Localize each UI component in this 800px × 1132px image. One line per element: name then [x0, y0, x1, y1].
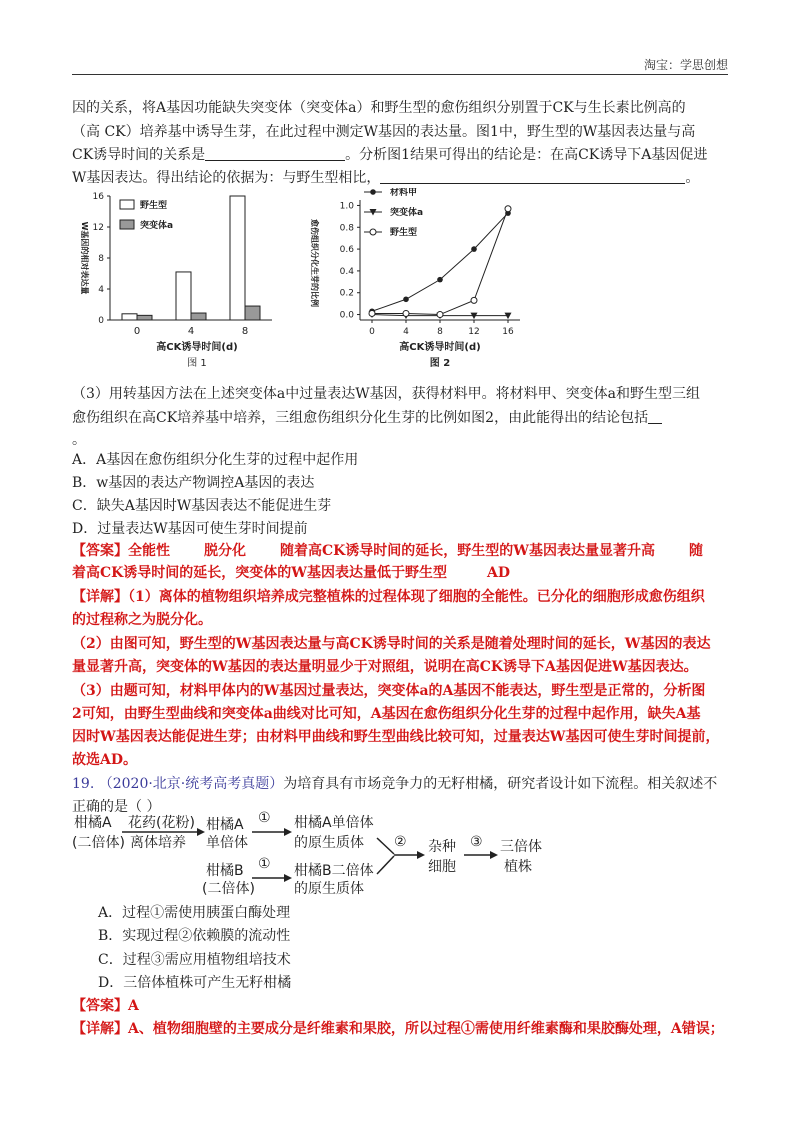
- detail-2-line-1: 【详解】A、植物细胞壁的主要成分是纤维素和果胶，所以过程①需使用纤维素酶和果胶酶处理，A错误；: [72, 1021, 724, 1037]
- legend-label: 野生型: [390, 228, 418, 238]
- answer-blank: [205, 146, 345, 161]
- detail-1-line-1: 【详解】（1）离体的植物组织培养成完整植株的过程体现了细胞的全能性。已分化的细胞形成愈伤组织: [72, 589, 705, 605]
- answer-blank: [648, 409, 662, 424]
- y-tick-label: 16: [92, 192, 104, 202]
- y-tick-label: 0.0: [339, 310, 354, 321]
- intro-line-3a: CK诱导时间的关系是: [72, 147, 206, 163]
- q3-line-1: （3）用转基因方法在上述突变体a中过量表达W基因，获得材料甲。将材料甲、突变体a和野生型三组: [72, 386, 700, 402]
- q3-option-a: A．A基因在愈伤组织分化生芽的过程中起作用: [72, 452, 359, 468]
- answer-item: 着高CK诱导时间的延长，突变体的W基因表达量低于野生型: [72, 565, 448, 581]
- q3-option-b: B．w基因的表达产物调控A基因的表达: [72, 475, 315, 491]
- x-axis-label: 高CK诱导时间(d): [399, 342, 481, 353]
- q3-option-c: C．缺失A基因时W基因表达不能促进生芽: [72, 498, 332, 514]
- intro-line-1: 因的关系，将A基因功能缺失突变体（突变体a）和野生型的愈伤组织分别置于CK与生长素比例高的: [72, 100, 686, 116]
- bar-野生型: [176, 272, 191, 320]
- protoplast-a-label: 柑橘A单倍体: [294, 815, 374, 831]
- hybrid-cell-sub: 细胞: [428, 859, 456, 875]
- figure-2-line-chart: [300, 188, 540, 378]
- q3-line-2: [72, 408, 732, 428]
- figure-caption: 图 1: [187, 358, 207, 369]
- q19-number: 19.: [72, 776, 95, 792]
- x-tick-label: 0: [369, 327, 375, 337]
- answer-item: 脱分化: [204, 543, 246, 559]
- q19-stem: 为培育具有市场竞争力的无籽柑橘，研究者设计如下流程。相关叙述不: [283, 776, 718, 792]
- figure-caption: 图 2: [429, 358, 451, 369]
- point-野生型: [437, 312, 443, 318]
- protoplast-b-label: 柑橘B二倍体: [294, 863, 374, 879]
- step-1-mark-b: ①: [258, 856, 271, 872]
- answer-1-line-2: [72, 563, 732, 583]
- citrus-b-label: 柑橘B: [206, 863, 244, 879]
- y-axis-label: 愈伤组织分化生芽的比例: [310, 219, 319, 307]
- intro-line-3: [72, 145, 732, 165]
- detail-1-line-4: 量显著升高，突变体的W基因的表达量明显少于对照组，说明在高CK诱导下A基因促进W基因表达。: [72, 659, 698, 675]
- triploid-label: 三倍体: [500, 839, 542, 855]
- header-divider: [72, 74, 728, 75]
- point-材料甲: [437, 277, 443, 283]
- y-tick-label: 0.8: [339, 223, 354, 234]
- protoplast-a-sub: 的原生质体: [294, 835, 364, 851]
- q3-option-d: D．过量表达W基因可使生芽时间提前: [72, 521, 308, 537]
- y-tick-label: 0.4: [339, 266, 354, 277]
- detail-1-line-8: 故选AD。: [72, 752, 138, 768]
- y-tick-label: 0.6: [339, 245, 354, 256]
- x-tick-label: 8: [437, 327, 443, 337]
- intro-line-3b: 。分析图1结果可得出的结论是：在高CK诱导下A基因促进: [345, 147, 708, 163]
- answer-item: 全能性: [128, 543, 170, 559]
- intro-line-4: [72, 168, 732, 188]
- answer-label: 【答案】: [72, 543, 128, 559]
- legend-swatch: [120, 220, 134, 229]
- detail-1-line-5: （3）由题可知，材料甲体内的W基因过量表达，突变体a的A基因不能表达，野生型是正常的，分析图: [72, 683, 706, 699]
- citrus-b-diploid: (二倍体): [202, 881, 255, 897]
- answer-1-line-1: [72, 541, 732, 561]
- legend-label: 突变体a: [140, 221, 174, 231]
- q19-flow-diagram: [72, 808, 542, 898]
- point-野生型: [369, 310, 375, 316]
- bar-野生型: [122, 314, 137, 320]
- answer-item: 随着高CK诱导时间的延长，野生型的W基因表达量显著升高: [280, 543, 656, 559]
- haploid-a-label: 柑橘A: [206, 817, 244, 833]
- intro-line-2: （高 CK）培养基中诱导生芽，在此过程中测定W基因的表达量。图1中，野生型的W基因表达量与高: [72, 124, 696, 140]
- y-tick-label: 4: [98, 285, 104, 295]
- answer-2: [72, 996, 732, 1016]
- x-tick-label: 4: [403, 327, 409, 337]
- answer-label: 【答案】: [72, 998, 128, 1014]
- triploid-sub: 植株: [504, 859, 532, 875]
- point-材料甲: [403, 296, 409, 302]
- step-1-mark: ①: [258, 810, 271, 826]
- q19-line-2: 正确的是（ ）: [72, 799, 161, 815]
- hybrid-cell-label: 杂种: [428, 839, 456, 855]
- haploid-a-sub: 单倍体: [206, 835, 248, 851]
- detail-1-line-6: 2可知，由野生型曲线和突变体a曲线对比可知，A基因在愈伤组织分化生芽的过程中起作用，缺失A基: [72, 706, 701, 722]
- answer-item: AD: [487, 565, 511, 581]
- detail-1-line-7: 因时W基因表达能促进生芽；由材料甲曲线和野生型曲线比较可知，过量表达W基因可使生芽时间提前，: [72, 729, 720, 745]
- y-tick-label: 12: [92, 223, 104, 233]
- citrus-a-label: 柑橘A: [74, 815, 112, 831]
- step-2-mark: ②: [394, 834, 407, 850]
- legend-marker: [370, 229, 376, 235]
- anther-label: 花药(花粉): [128, 815, 195, 831]
- q3-line-2-text: 愈伤组织在高CK培养基中培养，三组愈伤组织分化生芽的比例如图2，由此能得出的结论包括: [72, 410, 649, 426]
- q19-option-d: D．三倍体植株可产生无籽柑橘: [98, 975, 292, 991]
- point-材料甲: [471, 246, 477, 252]
- y-tick-label: 0.2: [339, 288, 354, 299]
- intro-line-4b: 。: [685, 170, 700, 186]
- figure-1-bar-chart: [72, 188, 292, 378]
- y-tick-label: 1.0: [339, 201, 354, 212]
- legend-label: 材料甲: [390, 188, 418, 198]
- point-野生型: [505, 206, 511, 212]
- legend-label: 突变体a: [390, 208, 424, 218]
- x-tick-label: 0: [133, 326, 141, 337]
- answer-item: 随: [689, 543, 704, 559]
- bar-突变体a: [137, 315, 152, 320]
- point-野生型: [471, 297, 477, 303]
- legend-label: 野生型: [140, 201, 168, 211]
- bar-突变体a: [245, 306, 260, 320]
- citrus-a-diploid: (二倍体): [72, 835, 125, 851]
- x-tick-label: 8: [241, 326, 249, 337]
- point-野生型: [403, 310, 409, 316]
- bar-野生型: [230, 196, 245, 320]
- q19-option-c: C．过程③需应用植物组培技术: [98, 952, 291, 968]
- q19-line-1: [72, 774, 732, 794]
- detail-1-line-2: 的过程称之为脱分化。: [72, 612, 212, 628]
- answer-value: A: [128, 998, 139, 1014]
- q19-option-b: B．实现过程②依赖膜的流动性: [98, 928, 291, 944]
- detail-1-line-3: （2）由图可知，野生型的W基因表达量与高CK诱导时间的关系是随着处理时间的延长，W基因的表达: [72, 636, 711, 652]
- x-tick-label: 12: [468, 327, 480, 337]
- step-3-mark: ③: [470, 834, 483, 850]
- legend-marker: [370, 189, 376, 195]
- q19-option-a: A．过程①需使用胰蛋白酶处理: [98, 905, 291, 921]
- y-tick-label: 0: [98, 316, 104, 326]
- q19-source: （2020·北京·统考高考真题）: [98, 776, 284, 792]
- intro-line-4a: W基因表达。得出结论的依据为：与野生型相比，: [72, 170, 381, 186]
- culture-label: 离体培养: [130, 835, 186, 851]
- y-axis-label: W基因的相对表达量: [80, 221, 89, 295]
- answer-blank: [380, 169, 685, 184]
- q3-line-3: 。: [72, 432, 86, 448]
- legend-swatch: [120, 200, 134, 209]
- x-tick-label: 16: [502, 327, 514, 337]
- protoplast-b-sub: 的原生质体: [294, 881, 364, 897]
- y-tick-label: 8: [98, 254, 104, 264]
- x-axis-label: 高CK诱导时间(d): [156, 342, 238, 353]
- header-brand: 淘宝：学思创想: [643, 58, 728, 72]
- x-tick-label: 4: [187, 326, 195, 337]
- bar-突变体a: [191, 313, 206, 320]
- series-line-野生型: [372, 209, 508, 315]
